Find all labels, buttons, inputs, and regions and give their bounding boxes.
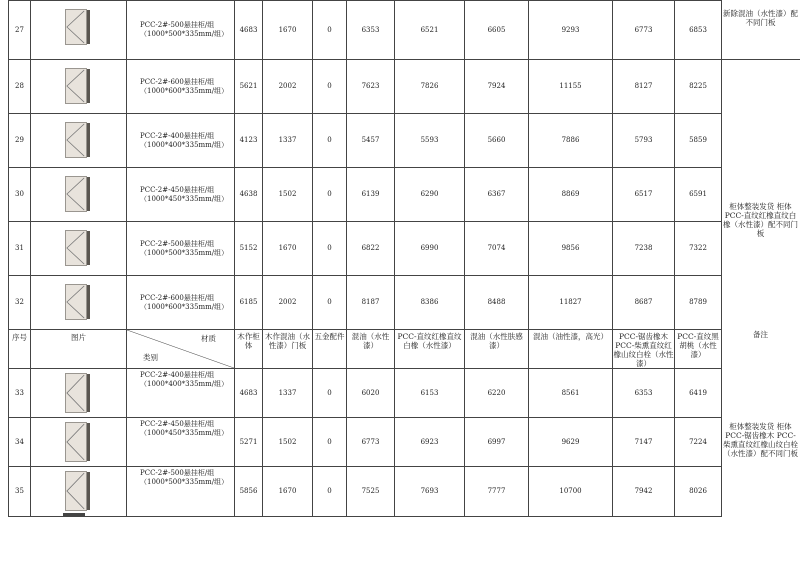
price-cell: 7942 bbox=[613, 467, 675, 517]
price-cell: 6605 bbox=[465, 1, 529, 60]
header-column: PCC-锯齿橡木 PCC-柴熏直纹红橡山纹白栓（水性漆） bbox=[613, 330, 675, 369]
price-cell: 7224 bbox=[675, 418, 722, 467]
cabinet-thumbnail-icon bbox=[65, 230, 87, 266]
price-cell: 5859 bbox=[675, 114, 722, 168]
price-cell: 8869 bbox=[529, 168, 613, 222]
product-name: PCC-2#-500悬挂柜/组（1000*500*335mm/组） bbox=[127, 1, 235, 60]
cabinet-thumbnail-icon bbox=[65, 471, 87, 511]
price-cell: 6773 bbox=[613, 1, 675, 60]
table-row bbox=[9, 276, 722, 330]
price-cell: 6220 bbox=[465, 369, 529, 418]
price-cell: 6997 bbox=[465, 418, 529, 467]
price-cell: 7238 bbox=[613, 222, 675, 276]
price-cell: 0 bbox=[313, 276, 347, 330]
price-cell: 6353 bbox=[347, 1, 395, 60]
table-header-row bbox=[9, 330, 722, 369]
product-name: PCC-2#-500悬挂柜/组（1000*500*335mm/组） bbox=[127, 222, 235, 276]
price-cell: 4123 bbox=[235, 114, 263, 168]
price-cell: 1670 bbox=[263, 222, 313, 276]
table-row bbox=[9, 369, 722, 418]
price-cell: 9629 bbox=[529, 418, 613, 467]
price-cell: 8687 bbox=[613, 276, 675, 330]
next-thumbnail-edge bbox=[63, 513, 85, 516]
product-image bbox=[31, 222, 127, 276]
price-cell: 7924 bbox=[465, 60, 529, 114]
cabinet-thumbnail-icon bbox=[65, 284, 87, 320]
row-number: 28 bbox=[9, 60, 31, 114]
cabinet-thumbnail-icon bbox=[65, 422, 87, 462]
product-image bbox=[31, 114, 127, 168]
price-cell: 6290 bbox=[395, 168, 465, 222]
product-name: PCC-2#-600悬挂柜/组（1000*600*335mm/组） bbox=[127, 276, 235, 330]
price-cell: 1502 bbox=[263, 168, 313, 222]
price-cell: 5856 bbox=[235, 467, 263, 517]
price-cell: 8187 bbox=[347, 276, 395, 330]
price-cell: 2002 bbox=[263, 276, 313, 330]
price-cell: 5621 bbox=[235, 60, 263, 114]
row-number: 34 bbox=[9, 418, 31, 467]
price-cell: 1337 bbox=[263, 114, 313, 168]
table-row bbox=[9, 168, 722, 222]
price-cell: 9856 bbox=[529, 222, 613, 276]
product-name: PCC-2#-500悬挂柜/组（1000*500*335mm/组） bbox=[127, 467, 235, 517]
table-row bbox=[9, 222, 722, 276]
price-cell: 8127 bbox=[613, 60, 675, 114]
note-group-a: 柜体整装发货 柜体PCC-直纹红橡直纹白橡（水性漆）配不同门板 bbox=[723, 201, 798, 238]
header-column: 五金配件 bbox=[313, 330, 347, 369]
product-image bbox=[31, 1, 127, 60]
product-name: PCC-2#-450悬挂柜/组（1000*450*335mm/组） bbox=[127, 418, 235, 467]
product-image bbox=[31, 60, 127, 114]
price-cell: 6591 bbox=[675, 168, 722, 222]
product-image bbox=[31, 369, 127, 418]
price-cell: 2002 bbox=[263, 60, 313, 114]
price-cell: 4683 bbox=[235, 1, 263, 60]
product-image bbox=[31, 276, 127, 330]
price-cell: 7777 bbox=[465, 467, 529, 517]
cabinet-thumbnail-icon bbox=[65, 68, 87, 104]
price-cell: 7074 bbox=[465, 222, 529, 276]
price-cell: 0 bbox=[313, 418, 347, 467]
price-cell: 1670 bbox=[263, 467, 313, 517]
product-name: PCC-2#-450悬挂柜/组（1000*450*335mm/组） bbox=[127, 168, 235, 222]
price-cell: 6353 bbox=[613, 369, 675, 418]
row-number: 27 bbox=[9, 1, 31, 60]
price-cell: 11827 bbox=[529, 276, 613, 330]
row-number: 31 bbox=[9, 222, 31, 276]
header-material: 材质 bbox=[201, 334, 216, 343]
header-column: PCC-直纹红橡直纹白橡（水性漆） bbox=[395, 330, 465, 369]
product-image bbox=[31, 418, 127, 467]
price-cell: 7826 bbox=[395, 60, 465, 114]
header-column: 混油（水性漆） bbox=[347, 330, 395, 369]
header-column: PCC-直纹黑胡桃（水性漆） bbox=[675, 330, 722, 369]
price-cell: 6139 bbox=[347, 168, 395, 222]
price-cell: 4683 bbox=[235, 369, 263, 418]
price-cell: 10700 bbox=[529, 467, 613, 517]
price-cell: 5152 bbox=[235, 222, 263, 276]
table-row bbox=[9, 467, 722, 517]
price-cell: 6153 bbox=[395, 369, 465, 418]
table-row bbox=[9, 418, 722, 467]
price-cell: 7623 bbox=[347, 60, 395, 114]
price-cell: 7693 bbox=[395, 467, 465, 517]
table-row bbox=[9, 1, 722, 60]
price-cell: 8225 bbox=[675, 60, 722, 114]
price-cell: 1502 bbox=[263, 418, 313, 467]
note-top-partial: 新除混油（水性漆）配不同门板 bbox=[721, 0, 800, 60]
price-cell: 7525 bbox=[347, 467, 395, 517]
price-cell: 6773 bbox=[347, 418, 395, 467]
cabinet-thumbnail-icon bbox=[65, 176, 87, 212]
price-cell: 7147 bbox=[613, 418, 675, 467]
price-cell: 6367 bbox=[465, 168, 529, 222]
product-name: PCC-2#-400悬挂柜/组（1000*400*335mm/组） bbox=[127, 369, 235, 418]
price-cell: 0 bbox=[313, 60, 347, 114]
header-image: 图片 bbox=[31, 330, 127, 369]
row-number: 35 bbox=[9, 467, 31, 517]
price-cell: 0 bbox=[313, 114, 347, 168]
price-cell: 7322 bbox=[675, 222, 722, 276]
price-cell: 6185 bbox=[235, 276, 263, 330]
price-table bbox=[8, 0, 722, 517]
table-row bbox=[9, 114, 722, 168]
table-row bbox=[9, 60, 722, 114]
row-number: 32 bbox=[9, 276, 31, 330]
header-category: 类别 bbox=[143, 353, 158, 362]
header-column: 混油（水性肤感漆） bbox=[465, 330, 529, 369]
price-cell: 8026 bbox=[675, 467, 722, 517]
price-cell: 1337 bbox=[263, 369, 313, 418]
header-column: 木作混油（水性漆）门板 bbox=[263, 330, 313, 369]
product-image bbox=[31, 168, 127, 222]
product-image bbox=[31, 467, 127, 517]
price-cell: 8386 bbox=[395, 276, 465, 330]
price-cell: 5793 bbox=[613, 114, 675, 168]
price-cell: 5593 bbox=[395, 114, 465, 168]
notes-column bbox=[721, 0, 800, 514]
row-number: 29 bbox=[9, 114, 31, 168]
price-cell: 0 bbox=[313, 1, 347, 60]
price-cell: 6822 bbox=[347, 222, 395, 276]
price-cell: 6990 bbox=[395, 222, 465, 276]
row-number: 30 bbox=[9, 168, 31, 222]
price-cell: 8561 bbox=[529, 369, 613, 418]
header-column: 混油（油性漆，高光） bbox=[529, 330, 613, 369]
header-seq: 序号 bbox=[9, 330, 31, 369]
price-cell: 5457 bbox=[347, 114, 395, 168]
note-group-b: 柜体整装发货 柜体PCC-锯齿橡木 PCC-柴熏直纹红橡山纹白栓（水性漆）配不同门板 bbox=[723, 422, 798, 458]
price-cell: 6853 bbox=[675, 1, 722, 60]
price-cell: 0 bbox=[313, 168, 347, 222]
header-category-material bbox=[127, 330, 235, 369]
cabinet-thumbnail-icon bbox=[65, 373, 87, 413]
price-cell: 1670 bbox=[263, 1, 313, 60]
price-cell: 6419 bbox=[675, 369, 722, 418]
price-cell: 4638 bbox=[235, 168, 263, 222]
price-cell: 11155 bbox=[529, 60, 613, 114]
cabinet-thumbnail-icon bbox=[65, 122, 87, 158]
price-cell: 6923 bbox=[395, 418, 465, 467]
cabinet-thumbnail-icon bbox=[65, 9, 87, 45]
product-name: PCC-2#-600悬挂柜/组（1000*600*335mm/组） bbox=[127, 60, 235, 114]
price-cell: 8488 bbox=[465, 276, 529, 330]
price-cell: 0 bbox=[313, 369, 347, 418]
price-cell: 6517 bbox=[613, 168, 675, 222]
price-cell: 7886 bbox=[529, 114, 613, 168]
price-cell: 6521 bbox=[395, 1, 465, 60]
product-name: PCC-2#-400悬挂柜/组（1000*400*335mm/组） bbox=[127, 114, 235, 168]
price-cell: 8789 bbox=[675, 276, 722, 330]
price-cell: 5660 bbox=[465, 114, 529, 168]
price-cell: 0 bbox=[313, 222, 347, 276]
price-cell: 9293 bbox=[529, 1, 613, 60]
price-cell: 6020 bbox=[347, 369, 395, 418]
row-number: 33 bbox=[9, 369, 31, 418]
header-note: 备注 bbox=[753, 330, 768, 339]
header-column: 木作柜体 bbox=[235, 330, 263, 369]
price-cell: 0 bbox=[313, 467, 347, 517]
price-cell: 5271 bbox=[235, 418, 263, 467]
